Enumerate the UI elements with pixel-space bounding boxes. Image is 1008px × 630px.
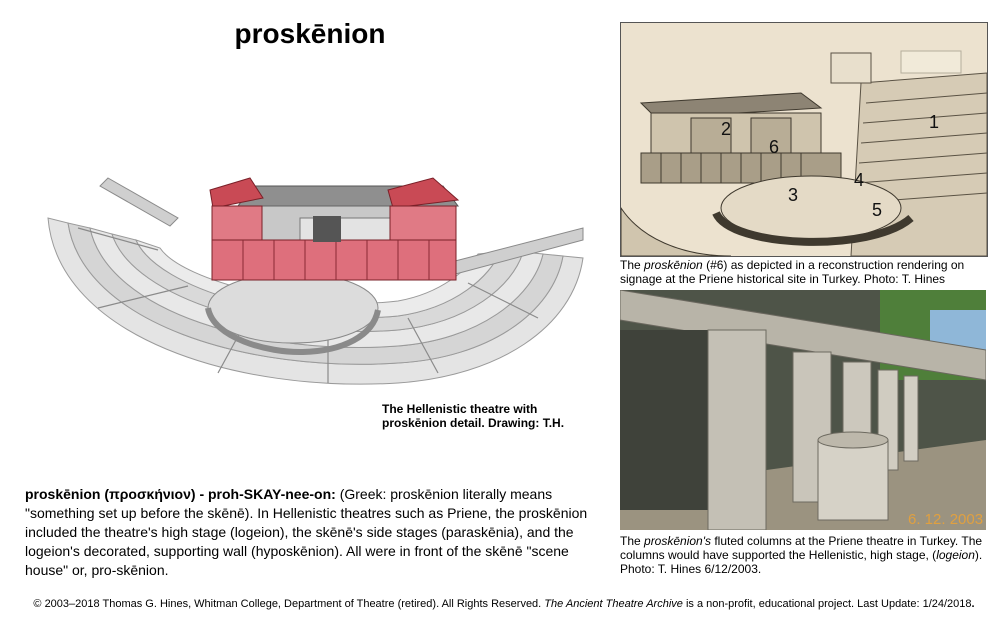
reconstruction-caption: The proskēnion (#6) as depicted in a reconstruction rendering on signage at the Priene historical site in Turkey. Photo: T. Hines: [620, 258, 965, 286]
fluted-columns-photo: [620, 290, 986, 530]
label-3: 3: [788, 185, 799, 205]
footer-copyright: © 2003–2018 Thomas G. Hines, Whitman College, Department of Theatre (retired). All Rights Reserved. The Ancient Theatre Archive is a non-profit, educational project. Last Update: 1/24/2018.: [33, 598, 975, 610]
term-body: (Greek: proskēnion literally means "something set up before the skēnē). In Hellenistic theatres such as Priene, the proskēnion included the theatre's high stage (logeion), the skēnē's side stages (paraskēnia), and the logeion's decorated, supporting wall (hyposkēnion). All were in front of the skēnē "scene house" or, pro-skēnion.: [25, 486, 588, 578]
label-5: 5: [872, 200, 883, 220]
date-stamp: 6. 12. 2003: [908, 511, 984, 528]
label-2: 2: [721, 119, 732, 139]
reconstruction-rendering-photo: [620, 22, 988, 257]
hellenistic-theatre-illustration: [38, 168, 588, 413]
illustration-caption: The Hellenistic theatre with proskēnion detail. Drawing: T.H.: [382, 402, 565, 430]
label-6: 6: [769, 137, 780, 157]
page-title: proskēnion: [234, 18, 386, 49]
term-heading: proskēnion (προσκήνιον) - proh-SKAY-nee-on:: [25, 486, 336, 502]
columns-caption: The proskēnion's fluted columns at the Priene theatre in Turkey. The columns would have supported the Hellenistic, high stage, (logeion). Photo: T. Hines 6/12/2003.: [620, 534, 983, 576]
term-description: [25, 485, 600, 580]
label-4: 4: [854, 170, 865, 190]
label-1: 1: [929, 112, 940, 132]
